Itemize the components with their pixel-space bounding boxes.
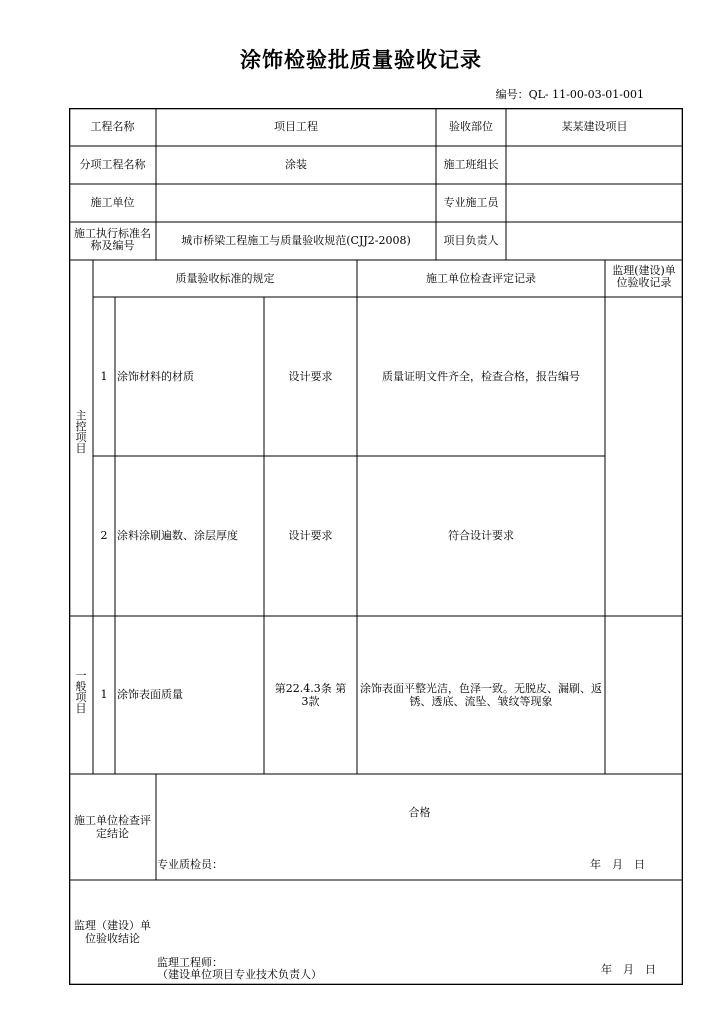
general-item-1-name: 涂饰表面质量 xyxy=(117,688,183,701)
main-item-1-name: 涂饰材料的材质 xyxy=(117,370,194,383)
inspection-record-form xyxy=(69,108,683,985)
main-item-2-record: 符合设计要求 xyxy=(448,529,514,542)
project-name-value: 项目工程 xyxy=(274,120,318,133)
page-title: 涂饰检验批质量验收记录 xyxy=(240,48,482,72)
general-item-1-number: 1 xyxy=(100,688,108,701)
inspection-record-column-header: 施工单位检查评定记录 xyxy=(426,272,536,285)
construction-unit-label: 施工单位 xyxy=(90,196,135,209)
general-group-label: 一般项目 xyxy=(75,669,87,715)
quality-inspector-label: 专业质检员： xyxy=(157,858,223,871)
record-number-value: QL- 11-00-03-01-001 xyxy=(528,88,644,101)
general-item-1-requirement: 第22.4.3条 第3款 xyxy=(274,682,347,708)
main-control-group-label: 主控项目 xyxy=(75,409,87,455)
main-item-2-number: 2 xyxy=(100,529,108,542)
construction-conclusion-date: 年 月 日 xyxy=(590,858,645,871)
main-item-1-record: 质量证明文件齐全，检查合格，报告编号 xyxy=(382,370,580,383)
standard-label: 施工执行标准名称及编号 xyxy=(74,227,151,252)
team-leader-label: 施工班组长 xyxy=(443,158,499,171)
construction-conclusion-label: 施工单位检查评定结论 xyxy=(74,814,151,840)
general-item-1-record: 涂饰表面平整光洁，色泽一致。无脱皮、漏刷、返锈、透底、流坠、皱纹等现象 xyxy=(360,682,602,708)
supervision-engineer-label: 监理工程师： xyxy=(157,956,223,969)
main-item-1-requirement: 设计要求 xyxy=(288,370,333,383)
sub-item-label: 分项工程名称 xyxy=(79,158,146,171)
sub-item-value: 涂装 xyxy=(285,158,307,171)
main-item-1-number: 1 xyxy=(100,370,108,383)
supervision-conclusion-label: 监理（建设）单位验收结论 xyxy=(74,919,151,945)
supervision-conclusion-date: 年 月 日 xyxy=(601,963,656,976)
main-item-2-name: 涂料涂刷遍数、涂层厚度 xyxy=(117,529,238,542)
standard-value: 城市桥梁工程施工与质量验收规范(CJJ2-2008) xyxy=(181,234,411,247)
record-number-label: 编号： xyxy=(495,88,529,101)
construction-conclusion-result: 合格 xyxy=(408,806,431,819)
main-item-2-requirement: 设计要求 xyxy=(288,529,333,542)
accept-part-value: 某某建设项目 xyxy=(561,120,628,133)
project-manager-label: 项目负责人 xyxy=(443,234,499,247)
project-name-label: 工程名称 xyxy=(90,120,135,133)
regulation-column-header: 质量验收标准的规定 xyxy=(175,272,275,285)
tech-worker-label: 专业施工员 xyxy=(443,196,499,209)
record-number xyxy=(496,86,644,102)
supervision-record-column-header: 监理(建设)单位验收记录 xyxy=(612,264,676,289)
supervision-engineer-note: （建设单位项目专业技术负责人） xyxy=(157,968,322,981)
accept-part-label: 验收部位 xyxy=(449,120,493,133)
